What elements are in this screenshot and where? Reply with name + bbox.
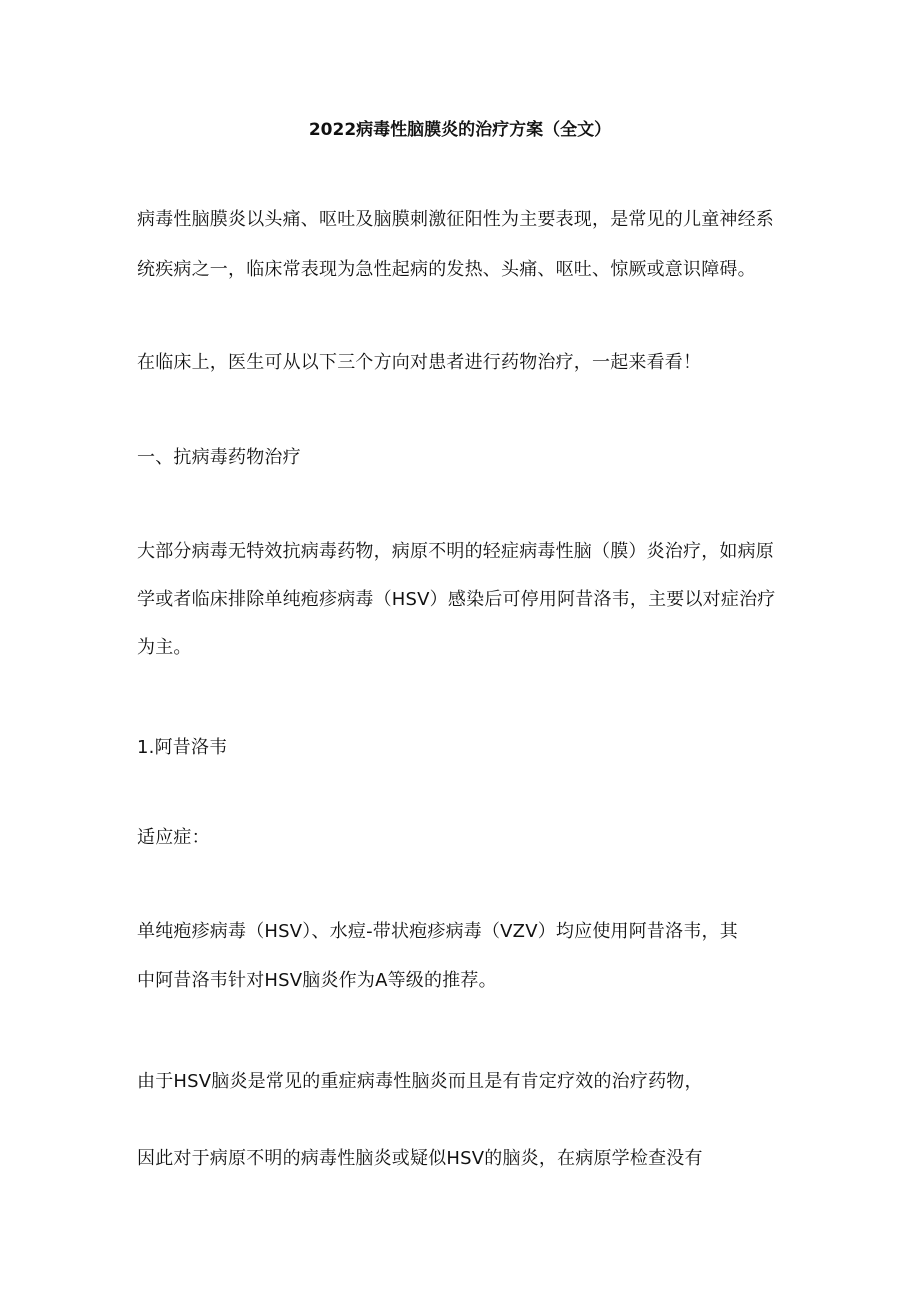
therefore-line: 因此对于病原不明的病毒性脑炎或疑似HSV的脑炎，在病原学检查没有 <box>137 1148 703 1169</box>
indication-label: 适应症： <box>137 827 210 848</box>
section-paragraph-line-3: 为主。 <box>137 637 192 658</box>
reason-line: 由于HSV脑炎是常见的重症病毒性脑炎而且是有肯定疗效的治疗药物， <box>137 1071 703 1092</box>
section-paragraph-line-1: 大部分病毒无特效抗病毒药物，病原不明的轻症病毒性脑（膜）炎治疗，如病原 <box>137 541 774 562</box>
section-paragraph-line-2: 学或者临床排除单纯疱疹病毒（HSV）感染后可停用阿昔洛韦，主要以对症治疗 <box>137 589 776 610</box>
indication-line-2: 中阿昔洛韦针对HSV脑炎作为A等级的推荐。 <box>137 970 497 991</box>
document-title: 2022病毒性脑膜炎的治疗方案（全文） <box>308 120 612 140</box>
lead-paragraph: 在临床上，医生可从以下三个方向对患者进行药物治疗，一起来看看！ <box>137 352 702 373</box>
section-heading-antiviral: 一、抗病毒药物治疗 <box>137 447 301 468</box>
indication-line-1: 单纯疱疹病毒（HSV）、水痘-带状疱疹病毒（VZV）均应使用阿昔洛韦，其 <box>137 921 738 942</box>
intro-line-1: 病毒性脑膜炎以头痛、呕吐及脑膜刺激征阳性为主要表现，是常见的儿童神经系 <box>137 209 774 230</box>
drug-heading-acyclovir: 1.阿昔洛韦 <box>137 737 228 758</box>
intro-line-2: 统疾病之一，临床常表现为急性起病的发热、头痛、呕吐、惊厥或意识障碍。 <box>137 259 756 280</box>
